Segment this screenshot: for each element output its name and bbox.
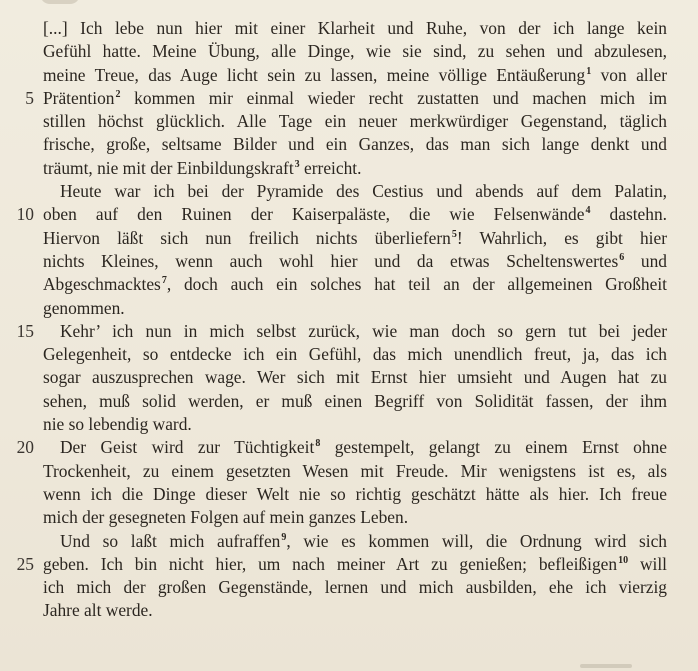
- text-segment: ! Wahrlich, es gibt hier: [456, 227, 667, 248]
- line-number: 15: [16, 320, 34, 341]
- line-number: 10: [16, 204, 34, 225]
- text-segment: meine Treue, das Auge licht sein zu lassen, meine völlige Entäußerung: [43, 64, 586, 85]
- text-line: [43, 343, 667, 366]
- text-segment: von aller: [591, 64, 667, 85]
- text-segment: und: [624, 250, 667, 271]
- text-segment: erreicht.: [299, 157, 362, 178]
- text-line: [16, 203, 667, 226]
- text-line: [43, 17, 667, 40]
- footnote-marker: 6: [619, 251, 625, 263]
- text-line: [43, 40, 667, 63]
- text-segment: Trockenheit, zu einem gesetzten Wesen mit Freude. Mir wenigstens ist es, als: [43, 460, 667, 481]
- text-segment: Der Geist wird zur Tüchtigkeit: [60, 437, 315, 458]
- page-edge-mark: [40, 0, 80, 4]
- text-line: [43, 366, 667, 389]
- line-number: 20: [16, 437, 34, 458]
- text-segment: oben auf den Ruinen der Kaiserpaläste, die wie Felsenwände: [43, 204, 585, 225]
- text-line: [16, 553, 667, 576]
- text-segment: ich mich der großen Gegenstände, lernen und mich ausbilden, ehe ich vierzig: [43, 577, 667, 598]
- text-segment: frische, große, seltsame Bilder und ein Ganzes, das man sich lange denkt und: [43, 134, 667, 155]
- footnote-marker: 10: [618, 554, 629, 566]
- text-line: [43, 180, 667, 203]
- footnote-marker: 7: [161, 275, 167, 287]
- text-segment: sogar auszusprechen wage. Wer sich mit Ernst hier umsieht und Augen hat zu: [43, 367, 667, 388]
- text-segment: Und so laßt mich aufraffen: [60, 530, 281, 551]
- text-line: [16, 320, 667, 343]
- text-line: [43, 576, 667, 599]
- text-line: [43, 110, 667, 133]
- body-text: [16, 17, 667, 623]
- text-segment: kommen mir einmal wieder recht zustatten und machen mich im: [120, 87, 667, 108]
- text-segment: nichts Kleines, wenn auch wohl hier und da etwas Scheltenswertes: [43, 250, 619, 271]
- footnote-marker: 3: [294, 158, 300, 170]
- text-line: [43, 250, 667, 273]
- text-segment: träumt, nie mit der Einbildungskraft: [43, 157, 294, 178]
- text-segment: Hiervon läßt sich nun freilich nichts überliefern: [43, 227, 451, 248]
- text-line: [43, 390, 667, 413]
- page-edge-mark: [580, 664, 632, 668]
- text-segment: dastehn.: [590, 204, 667, 225]
- text-line: [43, 297, 667, 320]
- text-segment: Gelegenheit, so entdecke ich ein Gefühl, das mich unendlich freut, ja, das ich: [43, 344, 667, 365]
- text-segment: Prätention: [43, 87, 115, 108]
- footnote-marker: 9: [281, 531, 287, 543]
- text-line: [43, 506, 667, 529]
- line-number: 5: [25, 87, 34, 108]
- text-segment: Gefühl hatte. Meine Übung, alle Dinge, wie sie sind, zu sehen und abzulesen,: [43, 41, 667, 62]
- text-line: [43, 64, 667, 87]
- text-line: [43, 599, 667, 622]
- text-segment: gestempelt, gelangt zu einem Ernst ohne: [320, 437, 667, 458]
- text-segment: Jahre alt werde.: [43, 600, 153, 621]
- text-segment: Heute war ich bei der Pyramide des Cestius und abends auf dem Palatin,: [60, 181, 667, 202]
- text-segment: nie so lebendig ward.: [43, 414, 192, 435]
- text-line: [43, 460, 667, 483]
- text-line: [43, 227, 667, 250]
- text-segment: [...] Ich lebe nun hier mit einer Klarheit und Ruhe, von der ich lange kein: [43, 18, 667, 38]
- text-segment: stillen höchst glücklich. Alle Tage ein neuer merkwürdiger Gegenstand, täglich: [43, 111, 667, 132]
- footnote-marker: 4: [585, 205, 591, 217]
- text-segment: mich der gesegneten Folgen auf mein ganzes Leben.: [43, 507, 409, 528]
- text-segment: wenn ich die Dinge dieser Welt nie so richtig geschätzt hätte als hier. Ich freue: [43, 483, 667, 504]
- text-segment: Abgeschmacktes: [43, 274, 161, 295]
- text-line: [43, 483, 667, 506]
- text-segment: , doch auch ein solches hat teil an der allgemeinen Großheit: [166, 274, 667, 295]
- text-segment: will: [628, 553, 667, 574]
- text-segment: genommen.: [43, 297, 125, 318]
- text-line: [43, 157, 667, 180]
- text-segment: sehen, muß solid werden, er muß einen Begriff von Solidität fassen, der ihm: [43, 390, 667, 411]
- text-line: [43, 273, 667, 296]
- line-number: 25: [16, 553, 34, 574]
- text-segment: geben. Ich bin nicht hier, um nach meiner Art zu genießen; befleißigen: [43, 553, 618, 574]
- text-segment: , wie es kommen will, die Ordnung wird sich: [286, 530, 667, 551]
- text-line: [16, 436, 667, 459]
- footnote-marker: 8: [315, 438, 321, 450]
- footnote-marker: 1: [586, 65, 592, 77]
- text-segment: Kehr’ ich nun in mich selbst zurück, wie man doch so gern tut bei jeder: [60, 320, 667, 341]
- text-line: [43, 133, 667, 156]
- text-line: [43, 413, 667, 436]
- text-line: [43, 530, 667, 553]
- footnote-marker: 2: [115, 88, 121, 100]
- text-line: [25, 87, 667, 110]
- footnote-marker: 5: [451, 228, 457, 240]
